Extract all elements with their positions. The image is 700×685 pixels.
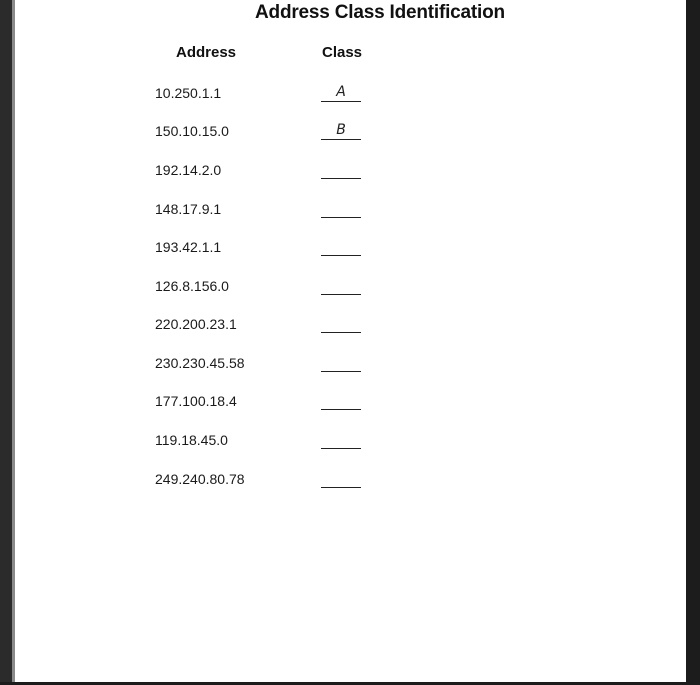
table-row xyxy=(0,160,700,182)
table-row xyxy=(0,469,700,491)
address-cell: 192.14.2.0 xyxy=(155,162,222,178)
address-cell: 220.200.23.1 xyxy=(155,316,237,332)
class-answer-blank[interactable] xyxy=(321,353,361,372)
table-row xyxy=(0,121,700,143)
class-answer-blank[interactable] xyxy=(321,160,361,179)
class-answer-blank[interactable] xyxy=(321,237,361,256)
address-cell: 119.18.45.0 xyxy=(155,432,228,448)
address-cell: 193.42.1.1 xyxy=(155,239,222,255)
address-cell: 10.250.1.1 xyxy=(155,85,222,101)
class-answer-blank[interactable] xyxy=(321,276,361,295)
table-row xyxy=(0,314,700,336)
table-row xyxy=(0,353,700,375)
address-cell: 249.240.80.78 xyxy=(155,471,245,487)
table-row xyxy=(0,391,700,413)
table-row xyxy=(0,276,700,298)
table-row xyxy=(0,430,700,452)
class-answer-blank[interactable] xyxy=(321,430,361,449)
class-answer-blank[interactable]: A xyxy=(321,83,361,102)
table-row xyxy=(0,83,700,105)
class-answer-blank[interactable] xyxy=(321,469,361,488)
class-answer-blank[interactable]: B xyxy=(321,121,361,140)
class-answer-blank[interactable] xyxy=(321,199,361,218)
page-title: Address Class Identification xyxy=(255,2,505,23)
address-cell: 126.8.156.0 xyxy=(155,278,229,294)
class-column-header: Class xyxy=(322,44,363,61)
address-cell: 150.10.15.0 xyxy=(155,123,229,139)
class-answer-blank[interactable] xyxy=(321,314,361,333)
address-column-header: Address xyxy=(176,44,237,61)
table-row xyxy=(0,199,700,221)
table-row xyxy=(0,237,700,259)
address-cell: 230.230.45.58 xyxy=(155,355,245,371)
address-cell: 148.17.9.1 xyxy=(155,201,222,217)
address-cell: 177.100.18.4 xyxy=(155,393,237,409)
class-answer-blank[interactable] xyxy=(321,391,361,410)
